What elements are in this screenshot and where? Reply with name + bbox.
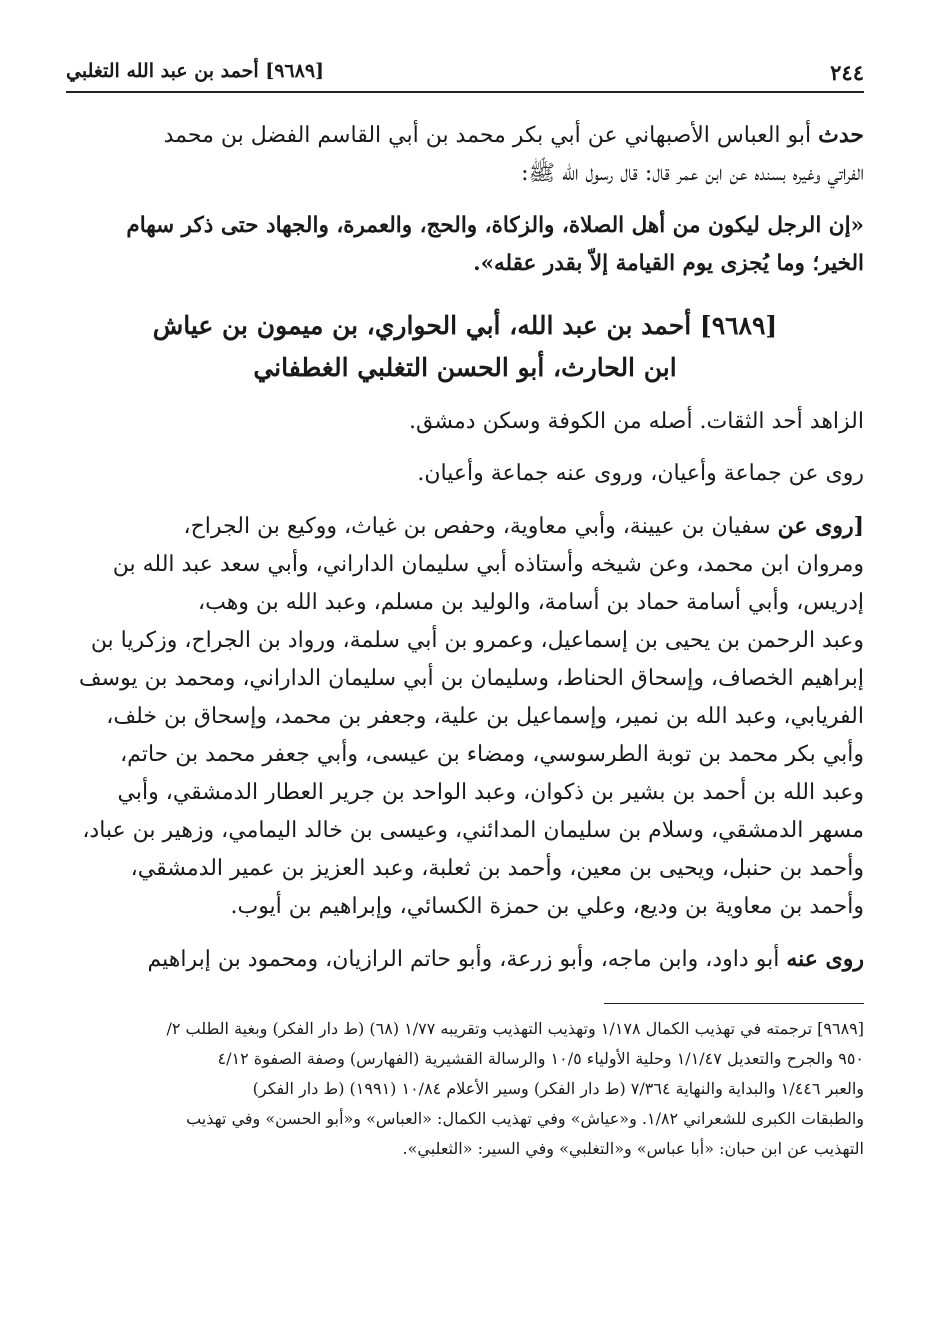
footnote-line: والعبر ١/٤٤٦ والبداية والنهاية ٧/٣٦٤ (ط دار الفكر) وسير الأعلام ١٠/٨٤ (١٩٩١) (ط دار الفكر) bbox=[252, 1079, 864, 1098]
narrated-from-line: إبراهيم الخصاف، وإسحاق الحناط، وسليمان بن أبي سليمان الداراني، ومحمد بن يوسف bbox=[78, 666, 864, 691]
biography-title bbox=[66, 305, 864, 389]
intro-line-2: الفراتي وغيره بسنده عن ابن عمر قال: قال رسول الله ﷺ: bbox=[521, 161, 864, 186]
biography-title-line-2: ابن الحارث، أبو الحسن التغلبي الغطفاني bbox=[253, 353, 677, 382]
narrated-from-line: وأبي بكر محمد بن توبة الطرسوسي، ومضاء بن عيسى، وأبي جعفر محمد بن حاتم، bbox=[120, 742, 864, 767]
intro-lead: حدث bbox=[818, 122, 864, 148]
narrated-from-line: وأحمد بن معاوية بن وديع، وعلي بن حمزة الكسائي، وإبراهيم بن أيوب. bbox=[230, 894, 864, 919]
footnote-line: ٩٥٠ والجرح والتعديل ١/١/٤٧ وحلية الأولياء ١٠/٥ والرسالة القشيرية (الفهارس) وصفة الصفوة ٤/١٢ bbox=[217, 1049, 864, 1068]
intro-paragraph bbox=[66, 116, 864, 193]
narrated-from-paragraph bbox=[66, 507, 864, 926]
narrated-from-line: سفيان بن عيينة، وأبي معاوية، وحفص بن غياث، ووكيع بن الجراح، bbox=[183, 514, 771, 539]
biography-line-1: الزاهد أحد الثقات. أصله من الكوفة وسكن دمشق. bbox=[409, 409, 864, 434]
narrated-from-line: وعبد الرحمن بن يحيى بن إسماعيل، وعمرو بن أبي سلمة، ورواد بن الجراح، وزكريا بن bbox=[90, 628, 864, 653]
narrated-from-line: مسهر الدمشقي، وسلام بن سليمان المدائني، وعيسى بن خالد اليمامي، وزهير بن عباد، bbox=[82, 818, 864, 843]
biography-title-line-1: [٩٦٨٩] أحمد بن عبد الله، أبي الحواري، بن ميمون بن عياش bbox=[152, 311, 778, 340]
narrated-by-paragraph bbox=[66, 940, 864, 979]
biography-narration-summary bbox=[66, 455, 864, 493]
page-number: ٢٤٤ bbox=[830, 60, 864, 85]
narrated-from-line: وأحمد بن حنبل، ويحيى بن معين، وأحمد بن ثعلبة، وعبد العزيز بن عمير الدمشقي، bbox=[130, 856, 864, 881]
footnote-line: [٩٦٨٩] ترجمته في تهذيب الكمال ١/١٧٨ وتهذيب التهذيب وتقريبه ١/٧٧ (٦٨) (ط دار الفكر) وبغية الطلب ٢/ bbox=[166, 1019, 864, 1038]
hadith-text bbox=[66, 207, 864, 283]
footnote-rule bbox=[604, 1003, 864, 1004]
footnote-line: والطبقات الكبرى للشعراني ١/٨٢. و«عياش» وفي تهذيب الكمال: «العباس» و«أبو الحسن» وفي تهذيب bbox=[186, 1109, 864, 1128]
narrated-from-line: الفريابي، وعبد الله بن نمير، وإسماعيل بن علية، وجعفر بن محمد، وإسحاق بن خلف، bbox=[106, 704, 864, 729]
intro-line-1: أبو العباس الأصبهاني عن أبي بكر محمد بن أبي القاسم الفضل بن محمد bbox=[163, 123, 812, 148]
narrated-from-line: وعبد الله بن أحمد بن بشير بن ذكوان، وعبد الواحد بن جرير العطار الدمشقي، وأبي bbox=[117, 780, 864, 805]
page-header bbox=[66, 60, 864, 94]
biography-summary bbox=[66, 403, 864, 441]
narrated-by-lead: روى عنه bbox=[786, 946, 864, 972]
biography-line-2: روى عن جماعة وأعيان، وروى عنه جماعة وأعيان. bbox=[417, 461, 864, 486]
narrated-by-line: أبو داود، وابن ماجه، وأبو زرعة، وأبو حاتم الرازيان، ومحمود بن إبراهيم bbox=[147, 947, 780, 972]
hadith-line-1: «إن الرجل ليكون من أهل الصلاة، والزكاة، والحج، والعمرة، والجهاد حتى ذكر سهام bbox=[126, 213, 864, 238]
hadith-line-2: الخير؛ وما يُجزى يوم القيامة إلاّ بقدر عقله». bbox=[473, 251, 864, 276]
running-head: [٩٦٨٩] أحمد بن عبد الله التغلبي bbox=[66, 60, 325, 82]
document-page bbox=[66, 60, 864, 1320]
narrated-from-line: ومروان ابن محمد، وعن شيخه وأستاذه أبي سليمان الداراني، وأبي سعد عبد الله بن bbox=[112, 552, 864, 577]
narrated-from-line: إدريس، وأبي أسامة حماد بن أسامة، والوليد بن مسلم، وعبد الله بن وهب، bbox=[198, 590, 864, 615]
header-rule bbox=[66, 91, 864, 93]
footnote bbox=[66, 1014, 864, 1164]
narrated-from-lead: [روى عن bbox=[777, 513, 864, 539]
footnote-line: التهذيب عن ابن حبان: «أبا عباس» و«التغلبي» وفي السير: «الثعلبي». bbox=[402, 1139, 864, 1158]
